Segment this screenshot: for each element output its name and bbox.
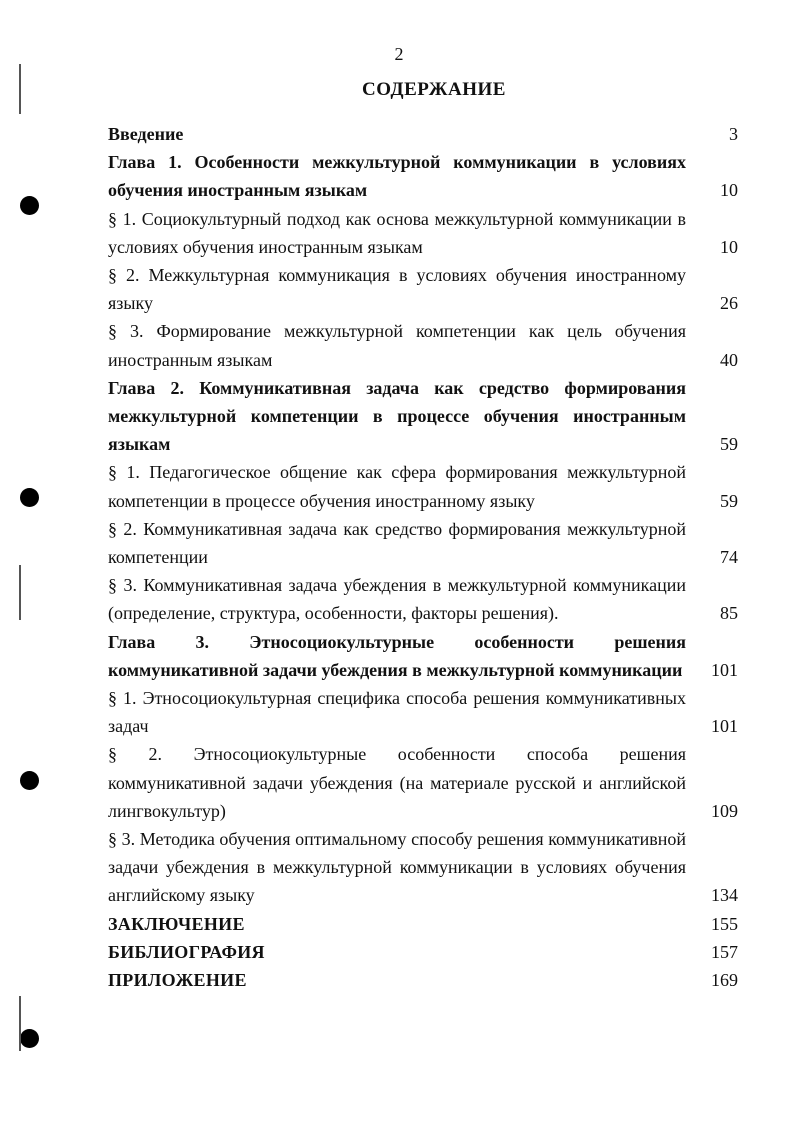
toc-entry-page: 155 xyxy=(711,913,738,934)
toc-entry-page: 59 xyxy=(720,490,738,511)
toc-entry-title: § 1. Педагогическое общение как сфера формирования межкультурной компетенции в процессе обучения иностранному языку xyxy=(108,462,686,511)
toc-entry-page: 74 xyxy=(720,547,738,568)
toc-entry[interactable] xyxy=(108,571,738,627)
scan-mark xyxy=(19,996,21,1051)
toc-entry-title: § 1. Этносоциокультурная специфика способа решения коммуникативных задач xyxy=(108,688,686,737)
toc-entry-page: 134 xyxy=(711,885,738,906)
page-title: СОДЕРЖАНИЕ xyxy=(362,79,506,100)
toc-entry-page: 101 xyxy=(711,659,738,680)
binder-hole xyxy=(20,488,39,507)
toc-entry-title: § 1. Социокультурный подход как основа межкультурной коммуникации в условиях обучения иностранным языкам xyxy=(108,208,686,257)
toc-entry[interactable] xyxy=(108,938,738,966)
toc-entry-title: § 2. Коммуникативная задача как средство формирования межкультурной компетенции xyxy=(108,518,686,568)
toc-entry[interactable] xyxy=(108,205,738,261)
toc-entry-page: 26 xyxy=(720,293,738,314)
toc-entry[interactable] xyxy=(108,966,738,994)
binder-hole xyxy=(20,771,39,790)
toc-entry-title: Глава 2. Коммуникативная задача как средство формирования межкультурной компетенции в процессе обучения иностранным языкам xyxy=(108,377,686,455)
toc-entry-page: 3 xyxy=(729,124,738,144)
toc-entry-page: 59 xyxy=(720,434,738,455)
toc-entry-title: § 3. Коммуникативная задача убеждения в межкультурной коммуникации (определение, структура, особенности, факторы решения). xyxy=(108,575,686,624)
toc-entry[interactable] xyxy=(108,628,738,684)
toc-entry-page: 157 xyxy=(711,941,738,962)
toc-entry-title: § 2. Межкультурная коммуникация в условиях обучения иностранному языку xyxy=(108,265,686,314)
toc-entry[interactable] xyxy=(108,910,738,938)
toc-entry[interactable] xyxy=(108,458,738,514)
toc-entry-page: 109 xyxy=(711,800,738,821)
toc-entry-title: ПРИЛОЖЕНИЕ xyxy=(108,970,247,991)
table-of-contents xyxy=(108,120,738,994)
scan-mark xyxy=(19,64,21,114)
binder-hole xyxy=(20,1029,39,1048)
toc-entry-title: § 3. Методика обучения оптимальному способу решения коммуникативной задачи убеждения в межкультурной коммуникации в условиях обучения английскому языку xyxy=(108,829,686,906)
binder-hole xyxy=(20,196,39,215)
page-number: 2 xyxy=(394,44,404,64)
toc-entry[interactable] xyxy=(108,684,738,740)
toc-entry-page: 101 xyxy=(711,716,738,737)
toc-entry-page: 85 xyxy=(720,603,738,624)
scan-mark xyxy=(19,565,21,620)
toc-entry-title: Глава 3. Этносоциокультурные особенности решения коммуникативной задачи убеждения в межкультурной коммуникации xyxy=(108,631,686,680)
toc-entry[interactable] xyxy=(108,148,738,204)
toc-entry-page: 40 xyxy=(720,349,738,370)
toc-entry-title: ЗАКЛЮЧЕНИЕ xyxy=(108,913,245,934)
toc-entry-page: 10 xyxy=(720,236,738,257)
toc-entry-title: § 3. Формирование межкультурной компетенции как цель обучения иностранным языкам xyxy=(108,321,686,370)
toc-entry[interactable] xyxy=(108,261,738,317)
toc-entry-page: 10 xyxy=(720,180,738,201)
toc-entry[interactable] xyxy=(108,374,738,459)
toc-entry[interactable] xyxy=(108,515,738,571)
toc-entry-title: БИБЛИОГРАФИЯ xyxy=(108,941,265,962)
toc-entry-title: Введение xyxy=(108,124,184,144)
toc-entry-page: 169 xyxy=(711,970,738,991)
toc-entry[interactable] xyxy=(108,740,738,825)
toc-entry[interactable] xyxy=(108,825,738,910)
toc-entry-title: § 2. Этносоциокультурные особенности способа решения коммуникативной задачи убеждения (на материале русской и английской лингвокультур) xyxy=(108,744,686,821)
toc-entry[interactable] xyxy=(108,317,738,373)
toc-entry-title: Глава 1. Особенности межкультурной коммуникации в условиях обучения иностранным языкам xyxy=(108,152,686,201)
toc-entry[interactable] xyxy=(108,120,738,148)
